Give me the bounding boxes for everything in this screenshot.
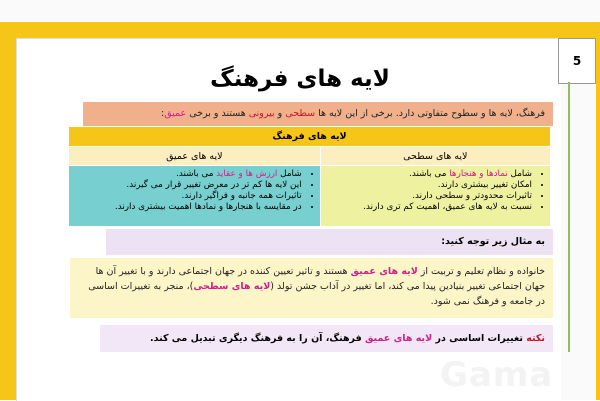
example-paragraph: خانواده و نظام تعلیم و تربیت از لایه های عمیق هستند و تاثیر تعیین کننده در جهان اجتماعی دارند و با تغییر آن ها جهان اجتماعی تغییر بنیادین پیدا می کند، اما تغییر در آداب جشن تولد (لایه های سطحی)، منجر به تغییرات اساسی در جامعه و فرهنگ نمی شود. bbox=[70, 258, 553, 318]
tip-label: نکته bbox=[526, 333, 545, 344]
list-item: • شامل نمادها و هنجارها می باشند. bbox=[327, 169, 532, 180]
intro-part3: هستند و برخی bbox=[186, 108, 249, 119]
tip-deep-layer: لایه های عمیق bbox=[364, 333, 433, 344]
intro-surface: سطحی bbox=[285, 108, 316, 119]
list-item: • شامل ارزش ها و عقاید می باشند. bbox=[75, 169, 302, 180]
watermark-logo: Gama bbox=[440, 355, 554, 395]
page-number: 5 bbox=[558, 38, 596, 84]
column-deep-header: لایه های عمیق bbox=[69, 147, 321, 166]
tip-box: نکته تغییرات اساسی در لایه های عمیق فرهنگ، آن را به فرهنگ دیگری تبدیل می کند. bbox=[100, 325, 553, 352]
list-item: • این لایه ها کم تر در معرض تغییر قرار می گیرند. bbox=[75, 180, 302, 191]
list-item: • تاثیرات محدودتر و سطحی دارند. bbox=[327, 191, 532, 202]
deep-items-list bbox=[75, 169, 314, 213]
culture-layers-table bbox=[68, 126, 551, 227]
column-surface-header: لایه های سطحی bbox=[320, 147, 550, 166]
surface-items-list bbox=[327, 169, 544, 213]
top-border-bar bbox=[0, 22, 600, 38]
surface-layer-highlight: لایه های سطحی bbox=[193, 281, 271, 292]
list-item: • نسبت به لایه های عمیق، اهمیت کم تری دارند. bbox=[327, 202, 532, 213]
intro-deep: عمیق bbox=[164, 108, 187, 119]
intro-part4: : bbox=[161, 108, 165, 119]
intro-part1: فرهنگ، لایه ها و سطوح متفاوتی دارد. برخی از این لایه ها bbox=[315, 108, 545, 119]
list-item: • تاثیرات همه جانبه و فراگیر دارند. bbox=[75, 191, 302, 202]
list-item: • امکان تغییر بیشتری دارند. bbox=[327, 180, 532, 191]
table-header: لایه های فرهنگ bbox=[69, 127, 551, 147]
surface-layers-cell bbox=[320, 166, 550, 227]
intro-text bbox=[83, 102, 553, 126]
right-divider-line bbox=[568, 82, 570, 352]
page-title: لایه های فرهنگ bbox=[210, 66, 390, 92]
list-item: • در مقایسه با هنجارها و نمادها اهمیت بیشتری دارند. bbox=[75, 202, 302, 213]
intro-outer: بیرونی bbox=[248, 108, 275, 119]
deep-layer-highlight: لایه های عمیق bbox=[350, 266, 418, 277]
deep-layers-cell bbox=[69, 166, 321, 227]
intro-part2: و bbox=[274, 108, 286, 119]
example-note: به مثال زیر توجه کنید: bbox=[106, 229, 553, 255]
